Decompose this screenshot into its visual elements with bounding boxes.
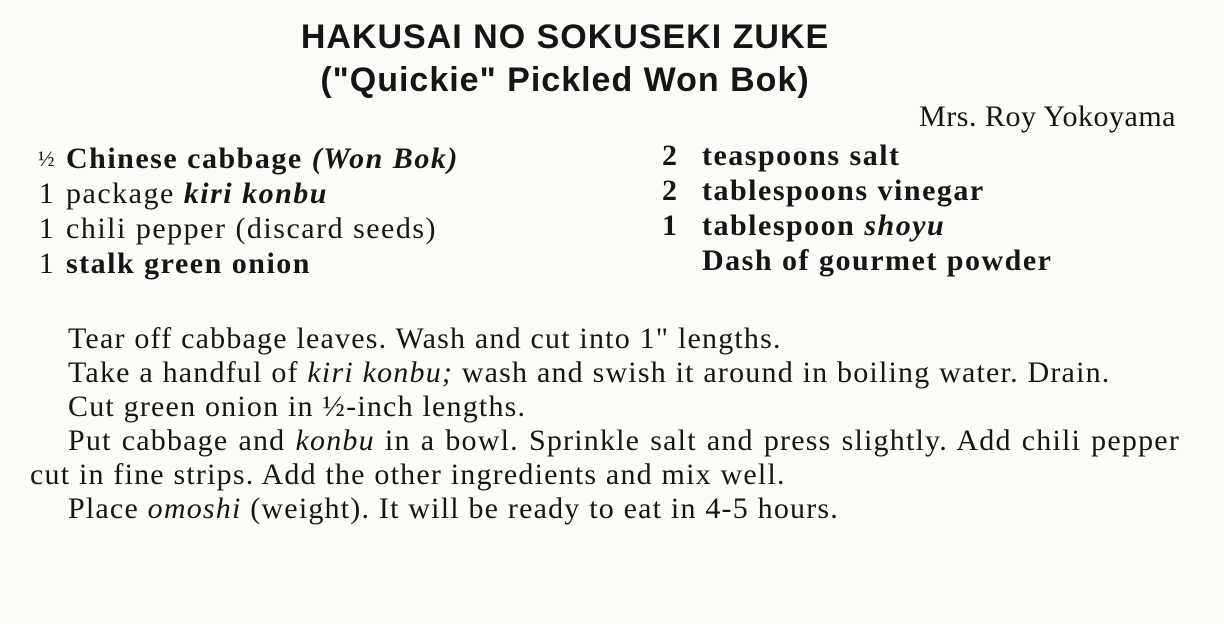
ingredient-text: chili pepper (discard seeds) [66, 212, 438, 245]
ingredient-text: Chinese cabbage [66, 142, 312, 175]
step-text: (weight). It will be ready to eat in 4-5 hours. [241, 492, 840, 525]
ingredient-text: tablespoon [702, 209, 865, 242]
ingredient-emphasis: (Won Bok) [311, 142, 459, 175]
ingredient-text: Dash of gourmet powder [702, 244, 1053, 277]
instruction-step [30, 322, 1180, 356]
ingredient-emphasis: shoyu [864, 209, 946, 242]
step-emphasis: omoshi [147, 492, 242, 525]
ingredient-item [662, 208, 1202, 243]
ingredient-quantity: 1 [662, 209, 679, 242]
step-text: wash and swish it around in boiling water. Drain. [453, 356, 1111, 389]
ingredient-emphasis: kiri konbu [183, 177, 328, 210]
instruction-step [30, 424, 1180, 492]
instruction-step [30, 356, 1180, 390]
step-text: Place [68, 492, 148, 525]
ingredient-item [662, 243, 1202, 278]
ingredient-text: tablespoons vinegar [702, 174, 985, 207]
ingredient-quantity: 1 [38, 247, 56, 280]
ingredient-text: package [66, 177, 184, 210]
ingredient-quantity: 1 [38, 177, 56, 210]
step-text: Put cabbage and [68, 424, 296, 457]
instruction-step [30, 390, 1180, 424]
ingredient-item [28, 246, 548, 281]
ingredient-quantity: 2 [662, 174, 679, 207]
ingredient-item [28, 141, 548, 176]
recipe-author: Mrs. Roy Yokoyama [919, 100, 1176, 133]
ingredient-item [662, 173, 1202, 208]
ingredient-item [28, 176, 548, 211]
ingredient-quantity: 2 [662, 139, 679, 172]
ingredients-left-column [28, 141, 548, 281]
recipe-title: HAKUSAI NO SOKUSEKI ZUKE [300, 18, 830, 56]
step-emphasis: kiri konbu; [307, 356, 454, 389]
ingredient-item [662, 138, 1202, 173]
instruction-step [30, 492, 1180, 526]
ingredient-quantity: 1 [38, 212, 56, 245]
ingredient-text: teaspoons salt [702, 139, 901, 172]
step-text: Cut green onion in ½-inch lengths. [68, 390, 527, 423]
ingredient-quantity [662, 243, 702, 278]
step-emphasis: konbu [295, 424, 375, 457]
ingredient-text: stalk green onion [66, 247, 311, 280]
ingredient-quantity: ½ [38, 146, 56, 171]
recipe-subtitle: ("Quickie" Pickled Won Bok) [320, 61, 810, 99]
ingredients-right-column [662, 138, 1202, 278]
instructions [30, 322, 1180, 526]
step-text: Take a handful of [68, 356, 308, 389]
step-text: in a bowl. Sprinkle salt and press slightly. Add chili pepper cut in fine strips. Add the other ingredients and mix well. [30, 424, 1181, 491]
step-text: Tear off cabbage leaves. Wash and cut into 1" lengths. [68, 322, 782, 355]
ingredient-item [28, 211, 548, 246]
